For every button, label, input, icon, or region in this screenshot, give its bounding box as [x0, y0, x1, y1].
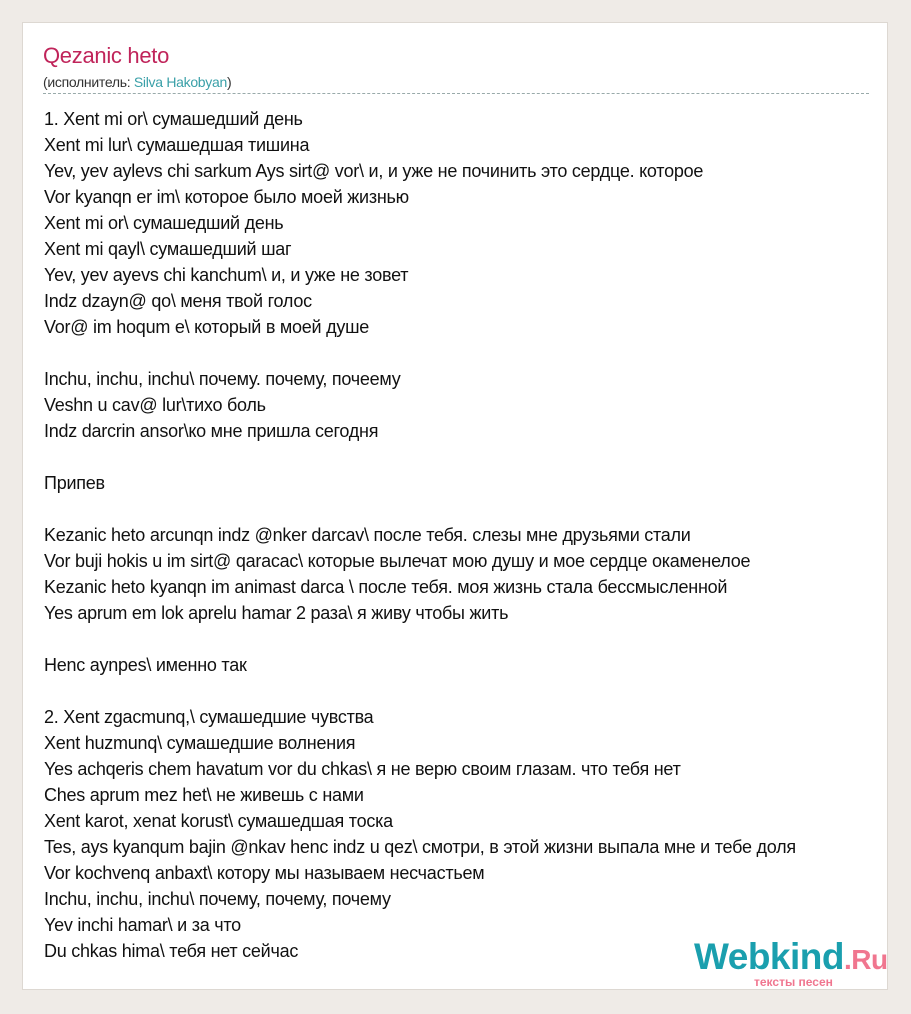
lyrics-line: Veshn u cav@ lur\тихо боль: [44, 395, 266, 415]
song-title: Qezanic heto: [43, 43, 170, 68]
lyrics-line: Yev, yev aylevs chi sarkum Ays sirt@ vor\ и, и уже не починить это сердце. которое: [44, 161, 704, 181]
lyrics-line: Yev, yev ayevs chi kanchum\ и, и уже не зовет: [44, 265, 409, 285]
webkind-logo[interactable]: [694, 936, 888, 989]
lyrics-line: 1. Xent mi or\ сумашедший день: [44, 109, 303, 129]
logo-tld: .Ru: [844, 944, 888, 975]
lyrics-line: Yes aprum em lok aprelu hamar 2 раза\ я живу чтобы жить: [44, 603, 509, 623]
artist-link[interactable]: Silva Hakobyan: [133, 74, 227, 90]
lyrics-line: Xent mi lur\ сумашедшая тишина: [44, 135, 310, 155]
artist-prefix: (исполнитель:: [43, 74, 134, 90]
lyrics-line: Yev inchi hamar\ и за что: [44, 915, 241, 935]
lyrics-line: Indz dzayn@ qo\ меня твой голос: [44, 291, 312, 311]
lyrics-line: 2. Xent zgacmunq,\ сумашедшие чувства: [44, 707, 374, 727]
lyrics-line: Vor@ im hoqum e\ который в моей душе: [44, 317, 370, 337]
artist-suffix: ): [226, 74, 232, 90]
lyrics-line: Припев: [44, 473, 105, 493]
lyrics-line: Vor buji hokis u im sirt@ qaracac\ которые вылечат мою душу и мое сердце окаменелое: [44, 551, 751, 571]
artist-line: [43, 74, 231, 90]
lyrics-line: Henc aynpes\ именно так: [44, 655, 247, 675]
lyrics-line: Vor kyanqn er im\ которое было моей жизнью: [44, 187, 409, 207]
lyrics-line: Ches aprum mez het\ не живешь с нами: [44, 785, 364, 805]
lyrics-card: [22, 22, 888, 990]
lyrics-line: Kezanic heto arcunqn indz @nker darcav\ после тебя. слезы мне друзьями стали: [44, 525, 691, 545]
logo-tagline: тексты песен: [754, 975, 833, 989]
lyrics-line: Xent huzmunq\ сумашедшие волнения: [44, 733, 356, 753]
lyrics-line: Inchu, inchu, inchu\ почему, почему, почему: [44, 889, 391, 909]
lyrics-line: Indz darcrin ansor\ко мне пришла сегодня: [44, 421, 379, 441]
lyrics-line: Du chkas hima\ тебя нет сейчас: [44, 941, 299, 961]
logo-main: Webkind: [694, 936, 844, 977]
lyrics-line: Tes, ays kyanqum bajin @nkav henc indz u qez\ смотри, в этой жизни выпала мне и тебе доля: [44, 837, 796, 857]
lyrics-line: Vor kochvenq anbaxt\ котору мы называем несчастьем: [44, 863, 485, 883]
divider: [43, 93, 869, 94]
lyrics-line: Inchu, inchu, inchu\ почему. почему, почеему: [44, 369, 401, 389]
lyrics-line: Xent mi or\ сумашедший день: [44, 213, 284, 233]
lyrics-line: Xent mi qayl\ сумашедший шаг: [44, 239, 292, 259]
lyrics-line: Kezanic heto kyanqn im animast darca \ после тебя. моя жизнь стала бессмысленной: [44, 577, 728, 597]
lyrics-line: Yes achqeris chem havatum vor du chkas\ я не верю своим глазам. что тебя нет: [44, 759, 681, 779]
lyrics-line: Xent karot, xenat korust\ сумашедшая тоска: [44, 811, 393, 831]
